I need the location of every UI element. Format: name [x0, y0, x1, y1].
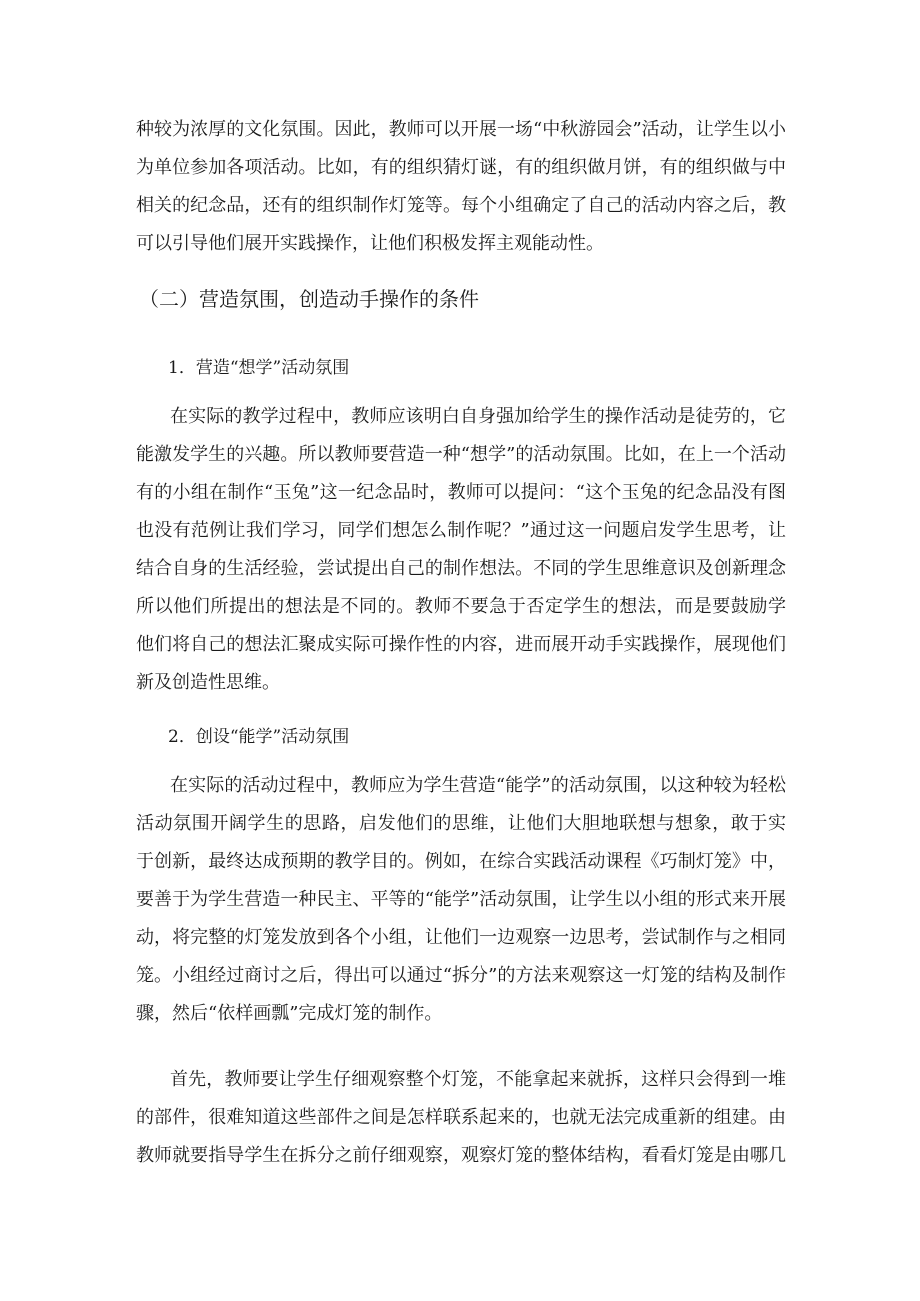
paragraph-line: 结合自身的生活经验，尝试提出自己的制作想法。不同的学生思维意识及创新理念 [136, 558, 786, 579]
paragraph-line: 新及创造性思维。 [136, 672, 280, 693]
paragraph-line: 种较为浓厚的文化氛围。因此，教师可以开展一场“中秋游园会”活动，让学生以小 [136, 119, 786, 140]
paragraph-line: 在实际的教学过程中，教师应该明白自身强加给学生的操作活动是徒劳的，它 [170, 406, 786, 427]
paragraph-line: 所以他们所提出的想法是不同的。教师不要急于否定学生的想法，而是要鼓励学 [136, 596, 786, 617]
section-heading: （二）营造氛围，创造动手操作的条件 [139, 287, 479, 311]
paragraph-line: 笼。小组经过商讨之后，得出可以通过“拆分”的方法来观察这一灯笼的结构及制作 [136, 965, 786, 986]
paragraph-line: 可以引导他们展开实践操作，让他们积极发挥主观能动性。 [136, 233, 604, 254]
paragraph-line: 能激发学生的兴趣。所以教师要营造一种“想学”的活动氛围。比如，在上一个活动 [136, 444, 786, 465]
paragraph-line: 相关的纪念品，还有的组织制作灯笼等。每个小组确定了自己的活动内容之后，教 [136, 195, 786, 216]
subsection-heading: 1．营造“想学”活动氛围 [168, 358, 350, 378]
paragraph-line: 骤，然后“依样画瓢”完成灯笼的制作。 [136, 1003, 443, 1024]
paragraph-line: 的部件，很难知道这些部件之间是怎样联系起来的，也就无法完成重新的组建。由 [136, 1107, 786, 1128]
paragraph-line: 也没有范例让我们学习，同学们想怎么制作呢？”通过这一问题启发学生思考，让 [136, 520, 786, 541]
paragraph-line: 为单位参加各项活动。比如，有的组织猜灯谜，有的组织做月饼，有的组织做与中 [136, 157, 786, 178]
paragraph-line: 于创新，最终达成预期的教学目的。例如，在综合实践活动课程《巧制灯笼》中， [136, 851, 786, 872]
paragraph-line: 在实际的活动过程中，教师应为学生营造“能学”的活动氛围，以这种较为轻松 [170, 775, 786, 796]
paragraph-line: 活动氛围开阔学生的思路，启发他们的思维，让他们大胆地联想与想象，敢于实 [136, 813, 786, 834]
paragraph-line: 有的小组在制作“玉兔”这一纪念品时，教师可以提问：“这个玉兔的纪念品没有图 [136, 482, 786, 503]
paragraph-line: 首先，教师要让学生仔细观察整个灯笼，不能拿起来就拆，这样只会得到一堆 [170, 1069, 786, 1090]
paragraph-line: 他们将自己的想法汇聚成实际可操作性的内容，进而展开动手实践操作，展现他们 [136, 634, 786, 655]
paragraph-line: 教师就要指导学生在拆分之前仔细观察，观察灯笼的整体结构，看看灯笼是由哪几 [136, 1145, 786, 1166]
subsection-heading: 2．创设“能学”活动氛围 [168, 727, 350, 747]
paragraph-line: 要善于为学生营造一种民主、平等的“能学”活动氛围，让学生以小组的形式来开展 [136, 889, 786, 910]
paragraph-line: 动，将完整的灯笼发放到各个小组，让他们一边观察一边思考，尝试制作与之相同 [136, 927, 786, 948]
